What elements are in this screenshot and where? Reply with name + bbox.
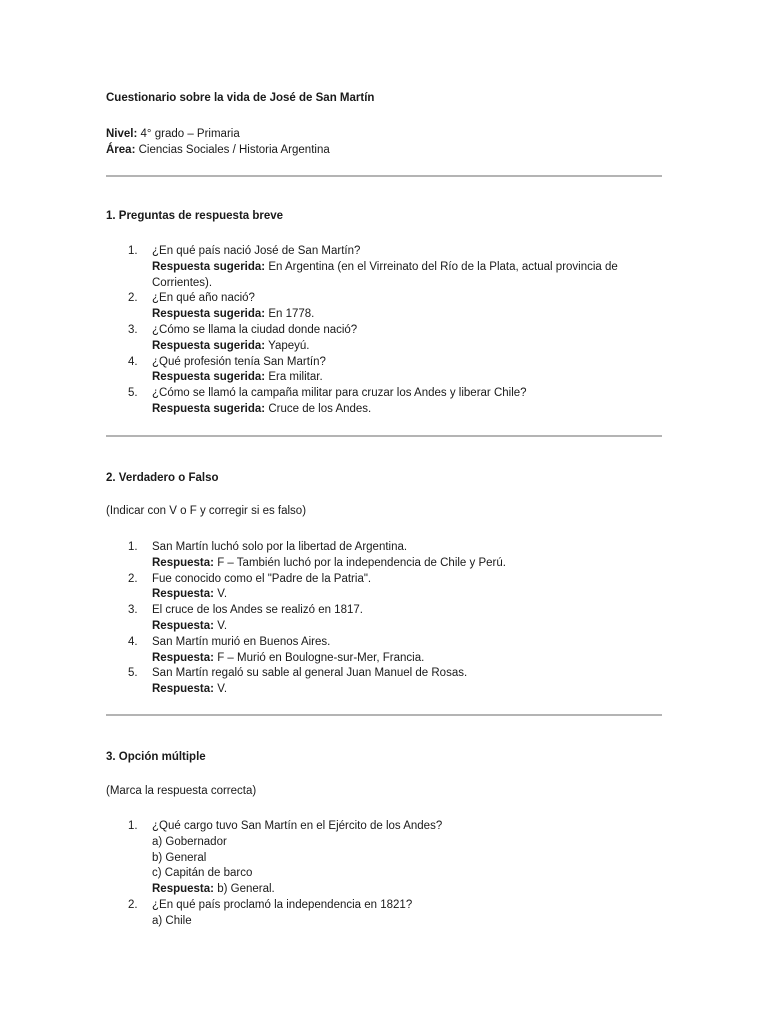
question-text: ¿Qué profesión tenía San Martín? [152, 355, 326, 368]
answer-line [152, 682, 662, 698]
section-instruction: (Indicar con V o F y corregir si es falso) [106, 505, 307, 517]
option-c: c) Capitán de barco [152, 867, 253, 880]
list-item [106, 635, 662, 667]
answer-label: Respuesta: [152, 651, 214, 664]
answer-text: En Argentina (en el Virreinato del Río de la Plata, actual provincia de Corrientes). [152, 260, 618, 289]
question-text: ¿Cómo se llama la ciudad donde nació? [152, 323, 358, 336]
question-text: ¿Qué cargo tuvo San Martín en el Ejército de los Andes? [152, 820, 443, 832]
answer-line [152, 260, 622, 292]
statement-text: Fue conocido como el "Padre de la Patria". [152, 572, 372, 585]
area-label: Área: [106, 144, 136, 156]
list-item [106, 898, 662, 930]
area-line [106, 142, 330, 158]
list-item [106, 819, 662, 898]
document-title: Cuestionario sobre la vida de José de San Martín [106, 92, 375, 104]
statement-text: San Martín regaló su sable al general Juan Manuel de Rosas. [152, 667, 468, 680]
answer-label: Respuesta: [152, 588, 214, 601]
answer-label: Respuesta sugerida: [152, 339, 266, 352]
list-item [106, 355, 662, 387]
list-item [106, 572, 662, 604]
list-item [106, 244, 662, 291]
list-item [106, 386, 662, 418]
answer-line [152, 651, 662, 667]
answer-label: Respuesta: [152, 883, 214, 896]
list-item [106, 540, 662, 572]
question-text: ¿En qué año nació? [152, 292, 255, 305]
divider [106, 435, 662, 437]
answer-label: Respuesta sugerida: [152, 260, 266, 273]
answer-line [152, 619, 662, 635]
option-a: a) Chile [152, 914, 192, 927]
list-item [106, 603, 662, 635]
item-number: 1. [128, 820, 138, 832]
answer-text: F – Murió en Boulogne-sur-Mer, Francia. [217, 651, 425, 664]
item-number: 5. [128, 667, 138, 680]
list-item [106, 666, 662, 698]
answer-text: V. [217, 619, 228, 632]
answer-line [152, 402, 662, 418]
statement-text: El cruce de los Andes se realizó en 1817. [152, 604, 363, 617]
level-line [106, 126, 240, 142]
answer-line [152, 307, 662, 323]
item-number: 2. [128, 572, 138, 585]
statement-text: San Martín murió en Buenos Aires. [152, 635, 331, 648]
answer-text: En 1778. [268, 308, 315, 321]
question-text: ¿En qué país proclamó la independencia en 1821? [152, 898, 413, 911]
section-instruction: (Marca la respuesta correcta) [106, 785, 257, 797]
level-label: Nivel: [106, 128, 138, 140]
answer-label: Respuesta sugerida: [152, 371, 266, 384]
item-number: 2. [128, 292, 138, 305]
item-number: 3. [128, 604, 138, 617]
answer-text: V. [217, 683, 228, 696]
answer-text: Era militar. [268, 371, 323, 384]
question-text: ¿Cómo se llamó la campaña militar para cruzar los Andes y liberar Chile? [152, 387, 527, 400]
answer-line [152, 587, 662, 603]
answer-label: Respuesta sugerida: [152, 308, 266, 321]
answer-text: F – También luchó por la independencia de Chile y Perú. [217, 556, 506, 569]
list-item [106, 291, 662, 323]
divider [106, 714, 662, 716]
true-false-list [106, 540, 662, 698]
short-answer-list [106, 244, 662, 418]
section-heading-multiple-choice: 3. Opción múltiple [106, 751, 206, 763]
answer-label: Respuesta sugerida: [152, 402, 266, 415]
item-number: 2. [128, 898, 138, 911]
item-number: 3. [128, 323, 138, 336]
answer-text: b) General. [217, 883, 275, 896]
answer-line [152, 882, 662, 898]
item-number: 4. [128, 635, 138, 648]
divider [106, 175, 662, 177]
item-number: 1. [128, 245, 138, 257]
answer-text: Yapeyú. [268, 339, 310, 352]
answer-text: V. [217, 588, 228, 601]
area-value: Ciencias Sociales / Historia Argentina [138, 144, 330, 156]
answer-label: Respuesta: [152, 556, 214, 569]
section-heading-short-answer: 1. Preguntas de respuesta breve [106, 210, 284, 222]
list-item [106, 323, 662, 355]
multiple-choice-list [106, 819, 662, 930]
item-number: 1. [128, 541, 138, 553]
answer-label: Respuesta: [152, 619, 214, 632]
option-b: b) General [152, 851, 207, 864]
section-heading-true-false: 2. Verdadero o Falso [106, 472, 219, 484]
item-number: 4. [128, 355, 138, 368]
question-text: ¿En qué país nació José de San Martín? [152, 245, 361, 257]
level-value: 4° grado – Primaria [140, 128, 240, 140]
statement-text: San Martín luchó solo por la libertad de Argentina. [152, 541, 408, 553]
answer-label: Respuesta: [152, 683, 214, 696]
answer-text: Cruce de los Andes. [268, 402, 372, 415]
answer-line [152, 556, 662, 572]
option-a: a) Gobernador [152, 835, 227, 848]
answer-line [152, 339, 662, 355]
answer-line [152, 370, 662, 386]
item-number: 5. [128, 387, 138, 400]
